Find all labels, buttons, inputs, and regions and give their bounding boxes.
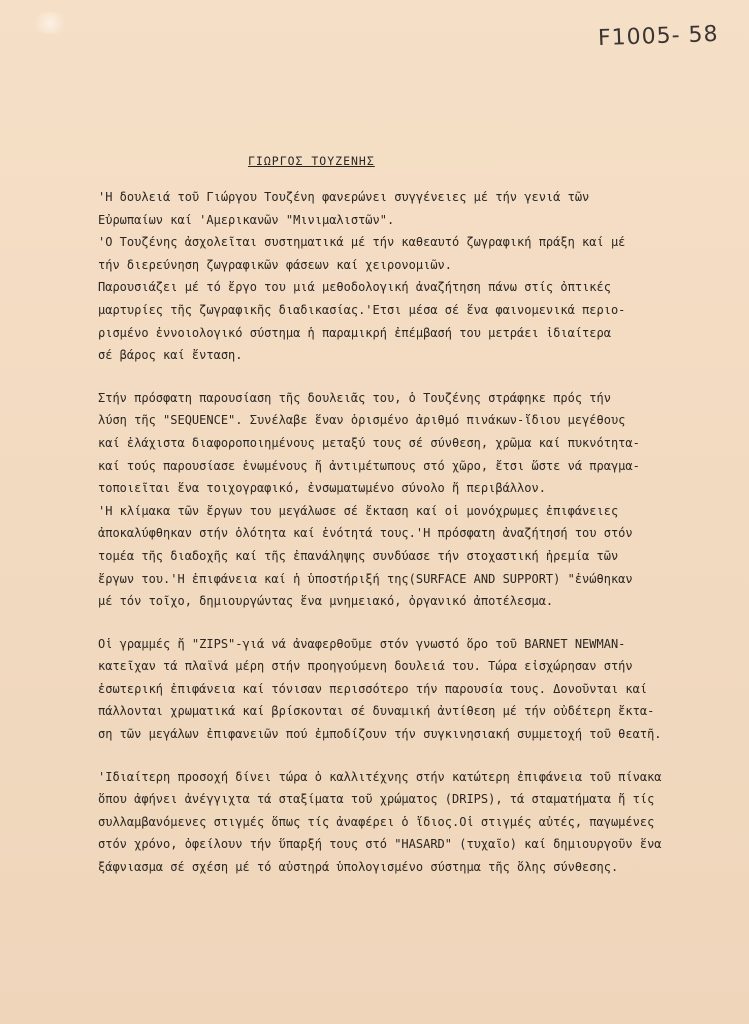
text-line: ἀποκαλύφθηκαν στήν ὁλότητα καί ἑνότητά τους.'Η πρόσφατη ἀναζήτησή του στόν (98, 526, 633, 541)
text-line: 'Ο Τουζένης ἀσχολεῖται συστηματικά μέ τήν καθεαυτό ζωγραφική πράξη καί μέ (98, 235, 626, 250)
text-line: 'Η κλίμακα τῶν ἔργων του μεγάλωσε σέ ἔκταση καί οἱ μονόχρωμες ἐπιφάνειες (98, 503, 619, 518)
text-line: κατεῖχαν τά πλαϊνά μέρη στήν προηγούμενη δουλειά του. Τώρα εἰσχώρησαν στήν (98, 659, 633, 674)
text-line: ἔργων του.'Η ἐπιφάνεια καί ἡ ὑποστήριξή της(SURFACE AND SUPPORT) "ἐνώθηκαν (98, 571, 633, 586)
paragraph (98, 766, 708, 879)
text-line: τομέα τῆς διαδοχῆς καί τῆς ἐπανάληψης συνδύασε τήν στοχαστική ἠρεμία τῶν (98, 548, 619, 563)
paragraph-gap (98, 613, 708, 633)
paragraph (98, 633, 708, 746)
paragraph (98, 387, 708, 613)
text-line: ση τῶν μεγάλων ἐπιφανειῶν πού ἐμποδίζουν τήν συγκινησιακή συμμετοχή τοῦ θεατῆ. (98, 727, 662, 742)
paper-stain (30, 12, 70, 34)
handwritten-archive-number: F1005- 58 (598, 21, 720, 52)
text-line: ἐσωτερική ἐπιφάνεια καί τόνισαν περισσότερο τήν παρουσία τους. Δονοῦνται καί (98, 681, 648, 696)
text-line: συλλαμβανόμενες στιγμές ὅπως τίς ἀναφέρει ὁ ἴδιος.Οἱ στιγμές αὐτές, παγωμένες (98, 814, 655, 829)
document-body (98, 186, 708, 879)
text-line: μαρτυρίες τῆς ζωγραφικῆς διαδικασίας.'Ετσι μέσα σέ ἕνα φαινομενικά περιο- (98, 302, 626, 317)
text-line: καί ἐλάχιστα διαφοροποιημένους μεταξύ τους σέ σύνθεση, χρῶμα καί πυκνότητα- (98, 435, 640, 450)
text-line: 'Η δουλειά τοῦ Γιώργου Τουζένη φανερώνει συγγένειες μέ τήν γενιά τῶν (98, 190, 590, 204)
text-line: Οἱ γραμμές ἤ "ZIPS"-γιά νά ἀναφερθοῦμε στόν γνωστό ὅρο τοῦ BARNET NEWMAN- (98, 636, 626, 651)
paragraph-gap (98, 367, 708, 387)
document-title: ΓΙΩΡΓΟΣ ΤΟΥΖΕΝΗΣ (248, 154, 375, 168)
text-line: Στήν πρόσφατη παρουσίαση τῆς δουλειᾶς του, ὁ Τουζένης στράφηκε πρός τήν (98, 390, 611, 405)
paragraph (98, 186, 708, 367)
text-line: πάλλονται χρωματικά καί βρίσκονται σέ δυναμική ἀντίθεση μέ τήν οὐδέτερη ἔκτα- (98, 704, 655, 719)
text-line: μέ τόν τοῖχο, δημιουργώντας ἕνα μνημειακό, ὀργανικό ἀποτέλεσμα. (98, 594, 554, 609)
text-line: τοποιεῖται ἕνα τοιχογραφικό, ἐνσωματωμένο σύνολο ἤ περιβάλλον. (98, 481, 546, 496)
paragraph-gap (98, 746, 708, 766)
text-line: Παρουσιάζει μέ τό ἔργο του μιά μεθοδολογική ἀναζήτηση πάνω στίς ὀπτικές (98, 280, 611, 295)
text-line: τήν διερεύνηση ζωγραφικῶν φάσεων καί χειρονομιῶν. (98, 257, 453, 272)
text-line: στόν χρόνο, ὀφείλουν τήν ὕπαρξή τους στό "HASARD" (τυχαῖο) καί δημιουργοῦν ἕνα (98, 837, 662, 852)
text-line: Εὐρωπαίων καί 'Αμερικανῶν "Μινιμαλιστῶν". (98, 212, 395, 227)
text-line: ὅπου ἀφήνει ἀνέγγιχτα τά σταξίματα τοῦ χρώματος (DRIPS), τά σταματήματα ἤ τίς (98, 792, 655, 807)
text-line: σέ βάρος καί ἔνταση. (98, 348, 243, 363)
text-line: ρισμένο ἐννοιολογικό σύστημα ἡ παραμικρή ἐπέμβασή του μετράει ἰδιαίτερα (98, 325, 611, 340)
text-line: λύση τῆς "SEQUENCE". Συνέλαβε ἕναν ὁρισμένο ἀριθμό πινάκων-ἴδιου μεγέθους (98, 413, 626, 428)
text-line: καί τούς παρουσίασε ἑνωμένους ἤ ἀντιμέτωπους στό χῶρο, ἔτσι ὥστε νά πραγμα- (98, 458, 640, 473)
text-line: ξάφνιασμα σέ σχέση μέ τό αὐστηρά ὑπολογισμένο σύστημα τῆς ὅλης σύνθεσης. (98, 860, 619, 875)
text-line: 'Ιδιαίτερη προσοχή δίνει τώρα ὁ καλλιτέχνης στήν κατώτερη ἐπιφάνεια τοῦ πίνακα (98, 769, 662, 784)
